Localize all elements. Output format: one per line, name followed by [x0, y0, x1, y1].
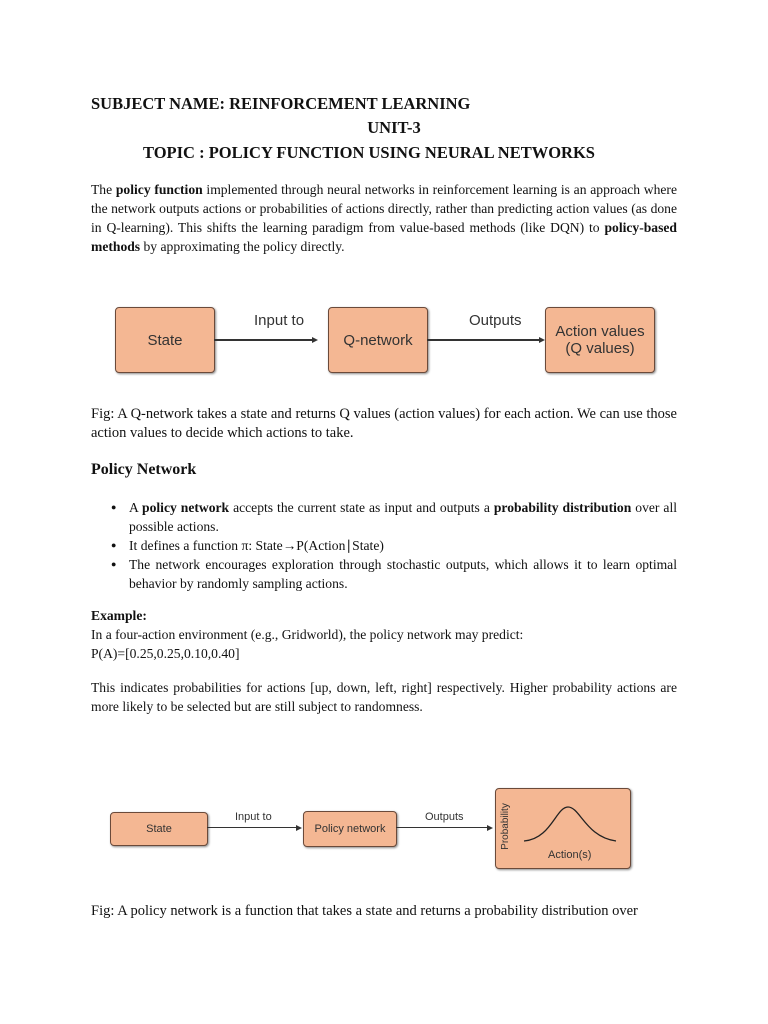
policy-network-figure [0, 780, 768, 880]
policy-network-box: Policy network [303, 811, 397, 847]
unit-title: UNIT-3 [367, 118, 421, 137]
action-values-box: Action values (Q values) [545, 307, 655, 373]
probability-axis-label: Probability [499, 803, 511, 850]
figure2-caption: Fig: A policy network is a function that takes a state and returns a probability distribution over [91, 903, 638, 919]
example-paragraph: This indicates probabilities for actions [up, down, left, right] respectively. Higher probability actions are more likely to be selected but are still subject to randomness. [91, 680, 677, 714]
subject-title: SUBJECT NAME: REINFORCEMENT LEARNING [91, 94, 471, 113]
input-to-label: Input to [235, 811, 272, 823]
outputs-label: Outputs [425, 811, 464, 823]
actions-axis-label: Action(s) [548, 849, 592, 861]
input-to-label: Input to [254, 312, 305, 329]
example-block: Example: In a four-action environment (e.g., Gridworld), the policy network may predict: P(A)=[0.25,0.25,0.10,0.40] [91, 608, 524, 661]
bullet-item: ● It defines a function π: State→P(Action∣State) [91, 536, 677, 555]
q-network-figure [0, 0, 768, 400]
state-box: State [115, 307, 215, 373]
outputs-label: Outputs [469, 312, 522, 329]
policy-network-heading: Policy Network [91, 461, 197, 478]
arrow-icon [296, 825, 302, 831]
bullet-item: ● The network encourages exploration through stochastic outputs, which allows it to learn optimal behavior by randomly sampling actions. [91, 555, 677, 593]
distribution-box [495, 788, 631, 869]
topic-title: TOPIC : POLICY FUNCTION USING NEURAL NETWORKS [143, 143, 595, 162]
intro-paragraph: The policy function implemented through neural networks in reinforcement learning is an approach where the network outputs actions or probabilities of actions directly, rather than predicting action values (as done in Q-learning). This shifts the learning paradigm from value-based methods (like DQN) to policy-based methods by approximating the policy directly. [91, 182, 677, 254]
q-network-box: Q-network [328, 307, 428, 373]
arrow-icon [487, 825, 493, 831]
bullet-list [91, 498, 677, 593]
arrow-icon [312, 337, 318, 343]
bullet-item: ● A policy network accepts the current state as input and outputs a probability distribution over all possible actions. [91, 498, 677, 536]
state-box: State [110, 812, 208, 846]
figure1-caption: Fig: A Q-network takes a state and returns Q values (action values) for each action. We can use those action values to decide which actions to take. [91, 406, 677, 441]
